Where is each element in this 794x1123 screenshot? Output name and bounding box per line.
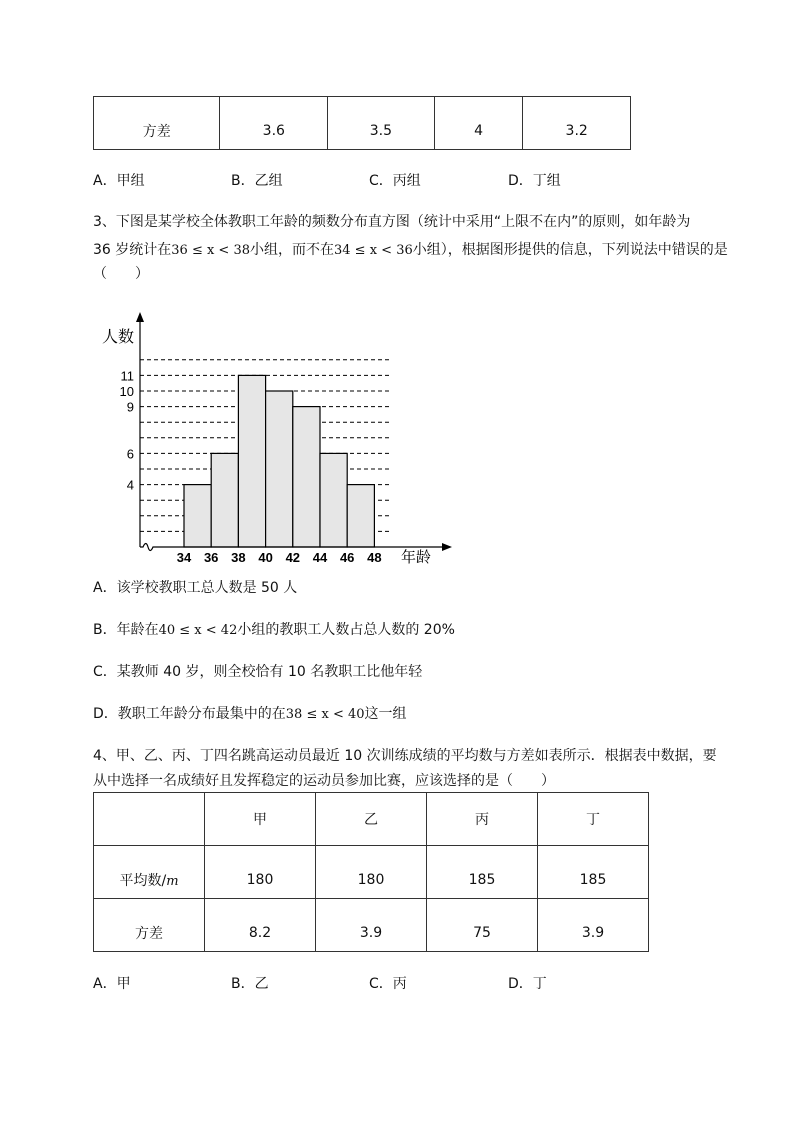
cell-value: 180 — [316, 846, 427, 899]
histogram-bar-38-40 — [238, 375, 265, 547]
q3-question-line2: 36 岁统计在36 ≤ x < 38小组，而不在34 ≤ x < 36小组），根据图形提供的信息，下列说法中错误的是 — [93, 242, 728, 258]
q2-option-c[interactable]: C．丙组 — [369, 173, 421, 189]
cell-value: 4 — [434, 97, 523, 150]
age-histogram — [90, 310, 470, 572]
y-axis-label: 人数 — [102, 329, 135, 346]
axis-break-icon — [140, 544, 154, 551]
row-label-mean: 平均数/m — [94, 846, 205, 899]
cell-value: 3.9 — [538, 899, 649, 952]
q4-option-b[interactable]: B．乙 — [231, 976, 269, 992]
header-ding: 丁 — [538, 793, 649, 846]
q2-option-d[interactable]: D．丁组 — [508, 173, 561, 189]
y-axis-arrow-icon — [136, 312, 144, 322]
cell-value: 8.2 — [205, 899, 316, 952]
table-row-mean — [94, 846, 649, 899]
cell-value: 3.2 — [523, 97, 631, 150]
histogram-bar-36-38 — [211, 453, 238, 547]
x-axis-label: 年龄 — [401, 549, 432, 566]
header-bing: 丙 — [427, 793, 538, 846]
q4-option-c[interactable]: C．丙 — [369, 976, 407, 992]
cell-value: 3.6 — [220, 97, 328, 150]
y-tick-label: 11 — [120, 368, 134, 384]
cell-value: 3.9 — [316, 899, 427, 952]
y-tick-label: 10 — [119, 384, 134, 399]
x-tick-label: 44 — [312, 550, 328, 565]
y-tick-labels — [120, 368, 134, 492]
header-yi: 乙 — [316, 793, 427, 846]
q3-option-b[interactable]: B．年龄在40 ≤ x < 42小组的教职工人数占总人数的 20% — [93, 622, 455, 638]
x-tick-label: 38 — [231, 550, 246, 565]
q2-option-a[interactable]: A．甲组 — [93, 173, 145, 189]
x-tick-label: 48 — [367, 550, 382, 565]
y-tick-label: 6 — [126, 446, 134, 462]
cell-value: 185 — [427, 846, 538, 899]
cell-value: 185 — [538, 846, 649, 899]
histogram-bar-34-36 — [184, 485, 211, 547]
x-tick-labels — [177, 550, 382, 565]
cell-value: 3.5 — [328, 97, 435, 150]
x-tick-label: 36 — [203, 550, 219, 565]
table-header-row — [94, 793, 649, 846]
x-axis-arrow-icon — [442, 543, 452, 551]
q3-question-line1: 3、下图是某学校全体教职工年龄的频数分布直方图（统计中采用“上限不在内”的原则，如年龄为 — [93, 214, 691, 230]
q3-option-d[interactable]: D．教职工年龄分布最集中的在38 ≤ x < 40这一组 — [93, 706, 407, 722]
table-row-variance — [94, 899, 649, 952]
x-tick-label: 34 — [176, 550, 192, 565]
q4-option-d[interactable]: D．丁 — [508, 976, 547, 992]
header-jia: 甲 — [205, 793, 316, 846]
x-tick-label: 40 — [258, 550, 273, 565]
histogram-bar-40-42 — [266, 391, 293, 547]
q4-question-line1: 4、甲、乙、丙、丁四名跳高运动员最近 10 次训练成绩的平均数与方差如表所示．根据表中数据，要 — [93, 748, 717, 764]
y-tick-label: 9 — [126, 399, 134, 415]
y-tick-label: 4 — [126, 477, 134, 493]
cell-value: 75 — [427, 899, 538, 952]
table-corner-cell — [94, 793, 205, 846]
histogram-bar-46-48 — [347, 485, 374, 547]
x-tick-label: 42 — [285, 550, 301, 565]
q3-option-a[interactable]: A．该学校教职工总人数是 50 人 — [93, 580, 298, 596]
row-label-variance: 方差 — [94, 899, 205, 952]
q2-option-b[interactable]: B．乙组 — [231, 173, 283, 189]
q4-question-line2: 从中选择一名成绩好且发挥稳定的运动员参加比赛，应该选择的是（ ） — [93, 773, 555, 789]
variance-table-continued — [93, 96, 631, 150]
athlete-stats-table — [93, 792, 649, 952]
q4-option-a[interactable]: A．甲 — [93, 976, 131, 992]
histogram-bar-44-46 — [320, 453, 347, 547]
cell-value: 180 — [205, 846, 316, 899]
q3-option-c[interactable]: C．某教师 40 岁，则全校恰有 10 名教职工比他年轻 — [93, 664, 423, 680]
row-label-variance: 方差 — [94, 97, 220, 150]
x-tick-label: 46 — [339, 550, 355, 565]
histogram-bars — [184, 375, 374, 547]
q3-question-line3: （ ） — [93, 266, 149, 282]
histogram-bar-42-44 — [293, 407, 320, 547]
